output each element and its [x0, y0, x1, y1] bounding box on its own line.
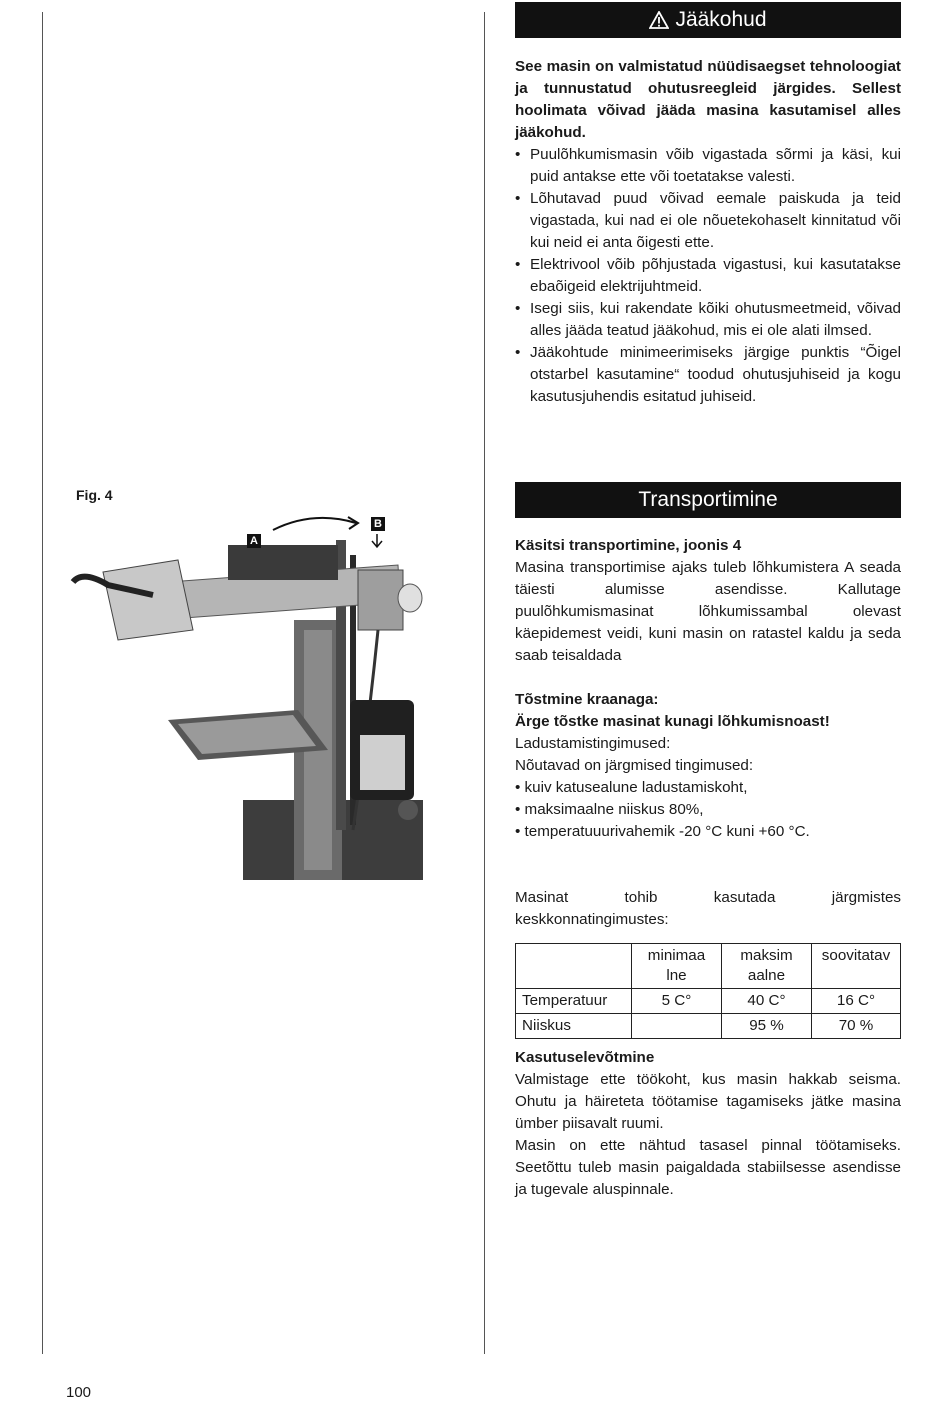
list-item: • Elektrivool võib põhjustada vigastusi, kui kasutatakse ebaõigeid elektrijuhtmeid. [515, 254, 901, 298]
storage-intro: Nõutavad on järgmised tingimused: [515, 757, 754, 774]
marker-a: A [247, 534, 261, 548]
list-item: • Lõhutavad puud võivad eemale paiskuda ja teid vigastada, kui nad ei ole nõuetekohaselt kinnitatud või kui neid ei anta õigesti ette. [515, 188, 901, 254]
environment-table [515, 943, 901, 1039]
marker-b: B [371, 517, 385, 531]
table-cell: Niiskus [516, 1014, 632, 1039]
list-item: • temperatuuurivahemik -20 °C kuni +60 °C. [515, 823, 810, 840]
table-cell: 70 % [812, 1014, 901, 1039]
setup-text-1: Valmistage ette töökoht, kus masin hakkab seisma. Ohutu ja häireteta töötamise tagamiseks jätke masina ümber piisavalt ruumi. [515, 1071, 901, 1132]
table-header-min: minimaalne [632, 944, 722, 989]
storage-heading: Ladustamistingimused: [515, 735, 671, 752]
page-number: 100 [66, 1384, 92, 1401]
left-margin-rule [42, 12, 43, 1354]
list-item: • Isegi siis, kui rakendate kõiki ohutusmeetmeid, võivad alles jääda teatud jääkohud, mis ei ole alati ilmsed. [515, 298, 901, 342]
transport-banner [515, 482, 901, 518]
list-item: • Jääkohtude minimeerimiseks järgige punktis “Õigel otstarbel kasutamine“ toodud ohutusjuhiseid ja kogu kasutusjuhendis esitatud juhiseid. [515, 342, 901, 408]
warning-triangle-icon [649, 11, 669, 29]
right-column [515, 2, 901, 408]
table-cell: 95 % [722, 1014, 812, 1039]
list-item: • kuiv katusealune ladustamiskoht, [515, 779, 748, 796]
transport-section [515, 482, 901, 1201]
residual-risks-banner [515, 2, 901, 38]
residual-risks-intro: See masin on valmistatud nüüdisaegset tehnoloogiat ja tunnustatud ohutusreegleid järgides. Sellest hoolimata võivad jääda masina kasutamisel alles jääkohud. [515, 58, 901, 141]
log-splitter-illustration [68, 510, 438, 880]
table-cell [632, 1014, 722, 1039]
table-row [516, 944, 901, 989]
residual-risks-list [515, 144, 901, 408]
table-cell: Temperatuur [516, 989, 632, 1014]
manual-transport-heading: Käsitsi transportimine, joonis 4 [515, 537, 742, 554]
table-header-recommended: soovitatav [812, 944, 901, 989]
crane-heading: Tõstmine kraanaga: [515, 691, 659, 708]
crane-warning: Ärge tõstke masinat kunagi lõhkumisnoast! [515, 713, 830, 730]
figure-label: Fig. 4 [76, 487, 113, 503]
transport-title: Transportimine [638, 488, 778, 511]
table-cell: 5 C° [632, 989, 722, 1014]
setup-heading: Kasutuselevõtmine [515, 1049, 655, 1066]
list-item: • maksimaalne niiskus 80%, [515, 801, 704, 818]
table-header-max: maksimaalne [722, 944, 812, 989]
table-row [516, 1014, 901, 1039]
table-row [516, 989, 901, 1014]
table-cell: 40 C° [722, 989, 812, 1014]
list-item: • Puulõhkumismasin võib vigastada sõrmi ja käsi, kui puid antakse ette või toetatakse valesti. [515, 144, 901, 188]
residual-risks-title: Jääkohud [675, 8, 767, 31]
column-divider-rule [484, 12, 485, 1354]
table-cell: 16 C° [812, 989, 901, 1014]
setup-text-2: Masin on ette nähtud tasasel pinnal töötamiseks. Seetõttu tuleb masin paigaldada stabiilsesse asendisse ja tugevale aluspinnale. [515, 1137, 901, 1198]
table-cell [516, 944, 632, 989]
environment-intro: Masinat tohib kasutada järgmistes keskkonnatingimustes: [515, 889, 901, 928]
manual-transport-text: Masina transportimise ajaks tuleb lõhkumistera A seada täiesti alumisse asendisse. Kallutage puulõhkumismasinat lõhkumissambal olevast käepidemest veidi, kuni masin on ratastel kaldu ja seda saab teisaldada [515, 559, 901, 664]
